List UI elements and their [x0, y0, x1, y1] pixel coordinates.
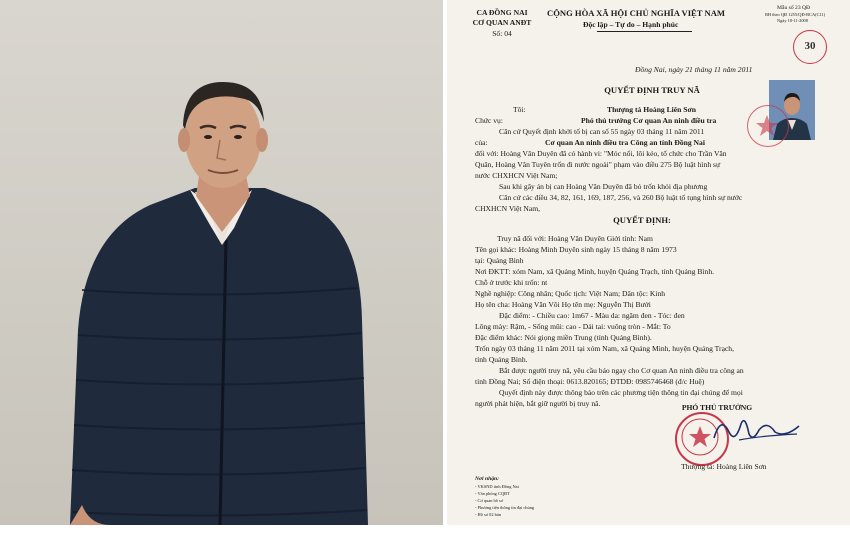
person-line: Họ tên cha: Hoàng Văn Vôi Họ tên mẹ: Nguyễn Thị Bưởi	[475, 300, 651, 309]
person-line: người phát hiện, bắt giữ người bị truy nã.	[475, 399, 601, 408]
agency-line-1: CA ĐỒNG NAI	[476, 8, 528, 17]
person-line: Lông mày: Rậm, - Sống mũi: cao - Dái tai: vuông tròn - Mắt: To	[475, 322, 671, 331]
document-title: QUYẾT ĐỊNH TRUY NÃ	[604, 85, 700, 95]
form-code-1: Mẫu số 23 QĐ	[777, 5, 811, 11]
person-line: Bắt được người truy nã, yêu cầu báo ngay cho Cơ quan An ninh điều tra công an	[499, 366, 744, 375]
decision-title: QUYẾT ĐỊNH:	[613, 215, 671, 225]
motto-underline	[597, 31, 692, 32]
body-line: của:	[475, 138, 488, 147]
date-place: Đồng Nai, ngày 21 tháng 11 năm 2011	[635, 65, 753, 74]
person-line: Nơi ĐKTT: xóm Nam, xã Quảng Minh, huyện Quảng Trạch, tỉnh Quảng Bình.	[475, 267, 715, 276]
body-line: nước CHXHCN Việt Nam;	[475, 171, 558, 180]
body-line: đối với: Hoàng Văn Duyên đã có hành vi: "Móc nối, lôi kéo, tổ chức cho Trần Văn	[475, 149, 727, 158]
person-line: tại: Quảng Bình	[475, 256, 524, 265]
position-label: Chức vụ:	[475, 116, 503, 125]
national-motto: Độc lập – Tự do – Hạnh phúc	[583, 20, 679, 29]
officer-name: Thượng tá Hoàng Liên Sơn	[607, 105, 696, 114]
recipients-label: Nơi nhận:	[475, 476, 499, 482]
recipient-item: - Cơ quan hồ sơ	[475, 498, 504, 503]
person-line: Nghề nghiệp: Công nhân; Quốc tịch: Việt Nam; Dân tộc: Kinh	[475, 289, 666, 298]
person-line: Đặc điểm: - Chiều cao: 1m67 - Màu da: ngăm đen - Tóc: đen	[499, 311, 685, 320]
body-line: Cơ quan An ninh điều tra Công an tỉnh Đồng Nai	[545, 138, 705, 147]
person-line: tỉnh Đồng Nai; Số điện thoại: 0613.820165; ĐTDĐ: 0985746468 (đ/c Huệ)	[475, 377, 705, 386]
officer-label: Tôi:	[513, 105, 526, 114]
person-line: Quyết định này được thông báo trên các phương tiện thông tin đại chúng để mọi	[499, 388, 743, 397]
form-code-2: BH theo QĐ 1255/QĐ-BCA(C11)	[765, 12, 826, 17]
person-line: Trốn ngày 03 tháng 11 năm 2011 tại xóm Nam, xã Quảng Minh, huyện Quảng Trạch,	[475, 344, 735, 353]
body-line: Căn cứ Quyết định khởi tố bị can số 55 ngày 03 tháng 11 năm 2011	[499, 127, 705, 136]
country-name: CỘNG HÒA XÃ HỘI CHỦ NGHĨA VIỆT NAM	[547, 8, 726, 18]
recipient-item: - Văn phòng CQĐT	[475, 491, 510, 496]
form-code-3: Ngày 18-11-2008	[777, 18, 808, 23]
body-line: Quân, Hoàng Văn Tuyên trốn đi nước ngoài" phạm vào điều 275 Bộ luật hình sự	[475, 160, 721, 169]
official-seal-small	[747, 105, 789, 147]
page-number-stamp	[793, 30, 827, 64]
body-line: Sau khi gây án bị can Hoàng Văn Duyên đã bỏ trốn khỏi địa phương	[499, 182, 708, 191]
officer-position: Phó thủ trưởng Cơ quan An ninh điều tra	[581, 116, 717, 125]
person-line: Tên gọi khác: Hoàng Minh Duyên sinh ngày 15 tháng 8 năm 1973	[475, 245, 677, 254]
recipient-item: - Hồ sơ 02 bản	[475, 512, 501, 517]
recipient-item: - VKSND tỉnh Đồng Nai	[475, 484, 519, 489]
person-line: Chỗ ở trước khi trốn: nt	[475, 278, 548, 287]
signature-title: PHÓ THỦ TRƯỞNG	[681, 403, 753, 412]
person-line: tỉnh Quảng Bình.	[475, 355, 528, 364]
wanted-decision-document	[447, 0, 850, 525]
person-line: Truy nã đối với: Hoàng Văn Duyên Giới tính: Nam	[497, 234, 653, 243]
body-line: Căn cứ các điều 34, 82, 161, 169, 187, 256, và 260 Bộ luật tố tụng hình sự nước	[499, 193, 743, 202]
handwritten-signature	[709, 410, 804, 450]
body-line: CHXHCN Việt Nam,	[475, 204, 541, 213]
agency-line-2: CƠ QUAN ANĐT	[472, 18, 532, 27]
page-number: 30	[804, 40, 816, 52]
document-number: Số: 04	[492, 29, 512, 38]
signatory-name: Thượng tá: Hoàng Liên Sơn	[681, 462, 767, 471]
person-line: Đặc điểm khác: Nói giọng miền Trung (tỉnh Quảng Bình).	[475, 333, 652, 342]
star-icon	[747, 105, 787, 145]
recipient-item: - Phương tiện thông tin đại chúng	[475, 505, 535, 510]
